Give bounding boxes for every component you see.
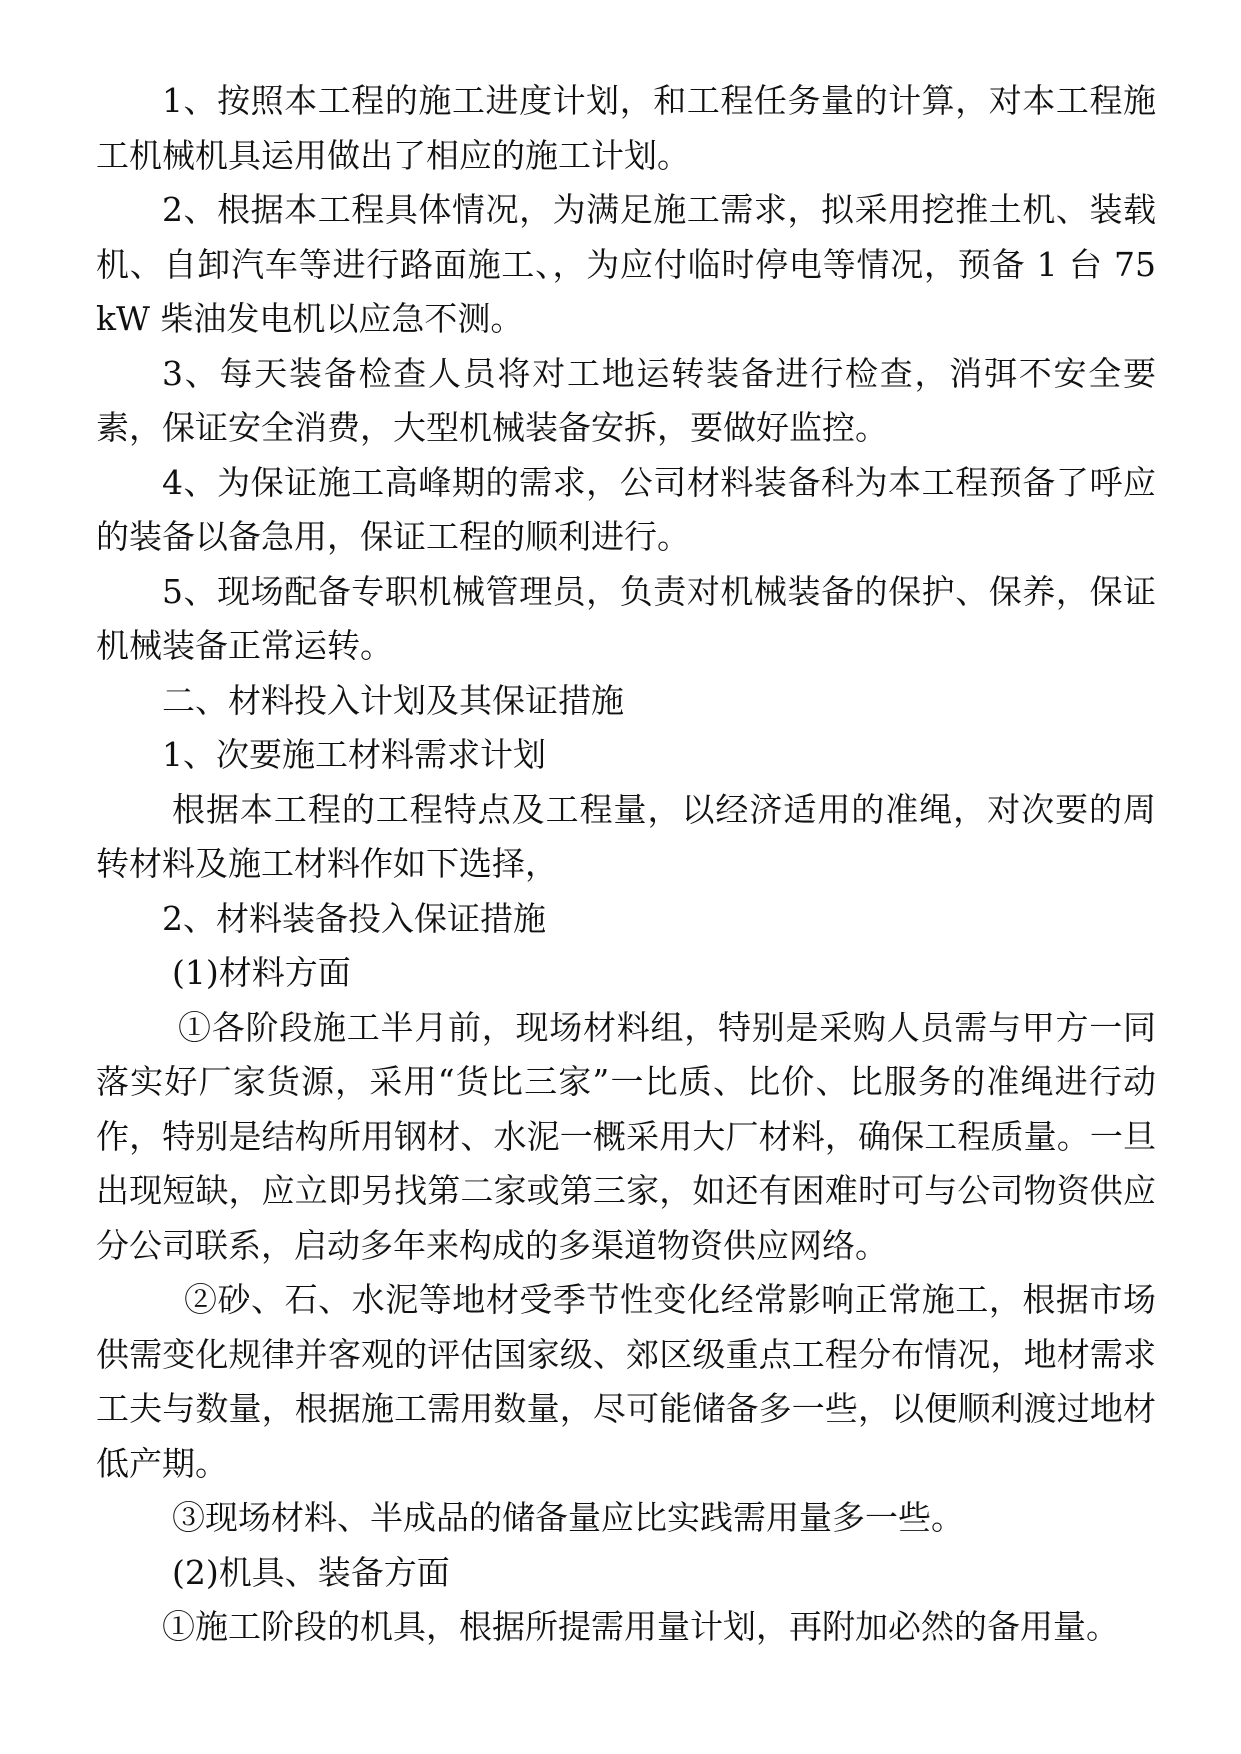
paragraph-local-materials: ②砂、石、水泥等地材受季节性变化经常影响正常施工，根据市场供需变化规律并客观的评估国家级、郊区级重点工程分布情况，地材需求工夫与数量，根据施工需用数量，尽可能储备多一些，以便顺利渡过地材低产期。 <box>96 1280 1156 1483</box>
subheading-material-measures: 2、材料装备投入保证措施 <box>162 898 546 938</box>
section-heading-materials: 二、材料投入计划及其保证措施 <box>162 680 624 720</box>
paragraph-equipment-reserve: ①施工阶段的机具，根据所提需用量计划，再附加必然的备用量。 <box>162 1607 1119 1646</box>
subheading-materials-aspect: (1)材料方面 <box>172 953 351 992</box>
paragraph-material-selection: 根据本工程的工程特点及工程量，以经济适用的准绳，对次要的周转材料及施工材料作如下选择， <box>96 789 1156 883</box>
paragraph-material-sourcing: ①各阶段施工半月前，现场材料组，特别是采购人员需与甲方一同落实好厂家货源，采用“货比三家”一比质、比价、比服务的准绳进行动作，特别是结构所用钢材、水泥一概采用大厂材料，确保工程质量。一旦出现短缺，应立即另找第二家或第三家，如还有困难时可与公司物资供应分公司联系，启动多年来构成的多渠道物资供应网络。 <box>96 1007 1156 1265</box>
paragraph-machinery-manager: 5、现场配备专职机械管理员，负责对机械装备的保护、保养，保证机械装备正常运转。 <box>96 571 1156 665</box>
paragraph-peak-period: 4、为保证施工高峰期的需求，公司材料装备科为本工程预备了呼应的装备以备急用，保证工程的顺利进行。 <box>96 462 1156 556</box>
paragraph-stock-reserve: ③现场材料、半成品的储备量应比实践需用量多一些。 <box>172 1498 964 1537</box>
subheading-equipment-aspect: (2)机具、装备方面 <box>172 1552 450 1592</box>
paragraph-equipment-selection: 2、根据本工程具体情况，为满足施工需求，拟采用挖推土机、装载机、自卸汽车等进行路面施工、，为应付临时停电等情况，预备 1 台 75 kW 柴油发电机以应急不测。 <box>96 190 1156 338</box>
subheading-material-demand: 1、次要施工材料需求计划 <box>162 735 546 774</box>
paragraph-daily-inspection: 3、每天装备检查人员将对工地运转装备进行检查，消弭不安全要素，保证安全消费，大型机械装备安拆，要做好监控。 <box>96 353 1156 447</box>
document-body <box>96 74 1156 1655</box>
paragraph-machinery-plan: 1、按照本工程的施工进度计划，和工程任务量的计算，对本工程施工机械机具运用做出了相应的施工计划。 <box>96 81 1156 175</box>
